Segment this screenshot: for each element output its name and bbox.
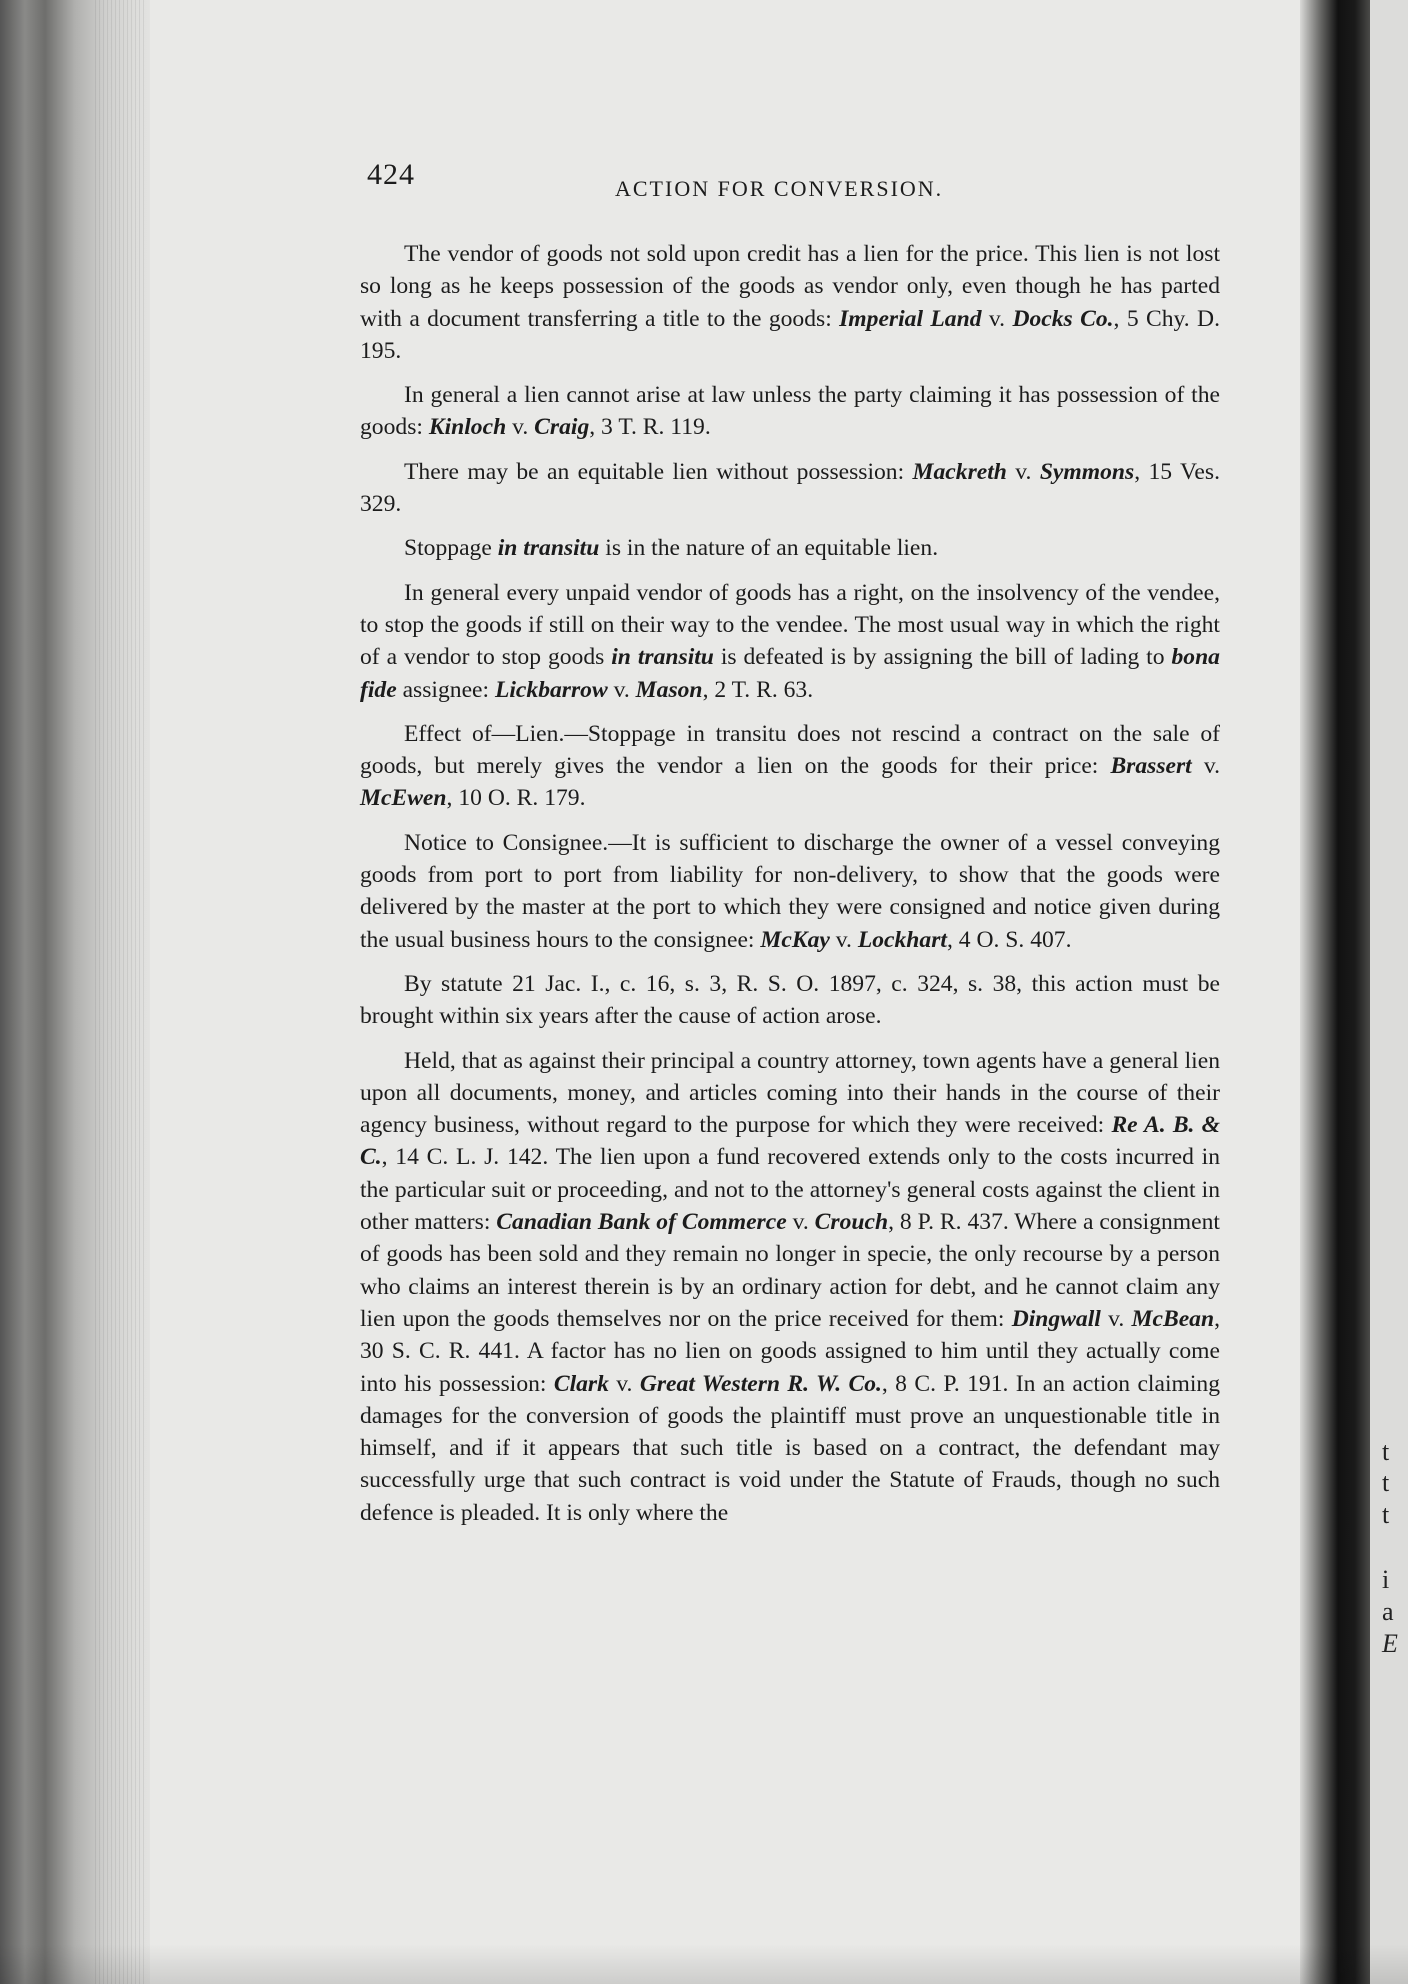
paragraph-text: Held, that as against their principal a country attorney, town agents have a general lien upon all documents, money, and articles coming into their hands in the course of their agency business, without regard to the purpose for which they were received: [360,1047,1220,1139]
paragraph-text: , 15 Ves. 329. [360,458,1220,518]
paragraph-text: In general every unpaid vendor of goods has a right, on the insolvency of the vendee, to stop the goods if still on their way to the vendee. The most usual way in which the right of a vendor to stop goods [360,579,1220,671]
paragraph-text: v. [1191,753,1220,780]
paragraph-text: , 8 C. P. 191. In an action claiming damages for the conversion of goods the plaintiff must prove an unquestionable title in himself, and if it appears that such title is based on a contract, the defendant may successfully urge that such contract is void under the Statute of Frauds, though no such defence is pleaded. It is only where the [360,1370,1220,1526]
paragraph-text: is in the nature of an equitable lien. [599,535,939,562]
facing-page-edge [1370,0,1408,1984]
paragraph-text: , 14 C. L. J. 142. The lien upon a fund recovered extends only to the costs incurred in the particular suit or proceeding, and not to the attorney's general costs against the client in other matters: [360,1144,1220,1236]
paragraph [360,456,1220,521]
paragraph [360,827,1220,956]
case-citation-name: bona fide [360,644,1220,703]
paragraph [360,577,1220,706]
paragraph-text: v. [506,414,535,441]
paragraph-text: v. [607,676,636,703]
paragraph-text: The vendor of goods not sold upon credit has a lien for the price. This lien is not lost so long as he keeps possession of the goods as vendor only, even though he has parted with a document transferring a title to the goods: [360,241,1220,332]
facing-page-fragment: i [1382,1565,1390,1594]
case-citation-name: Dingwall [1011,1305,1101,1332]
paragraph-text: , 30 S. C. R. 441. A factor has no lien on goods assigned to him until they actually come into his possession: [360,1305,1220,1397]
paragraph-text: , 10 O. R. 179. [446,785,586,812]
paragraph-text: assignee: [396,676,495,703]
paragraph [360,1045,1220,1529]
facing-page-fragment: E [1382,1629,1398,1658]
case-citation-name: Mackreth [912,458,1007,485]
paragraph [360,968,1220,1033]
paragraph-text: , 5 Chy. D. 195. [360,305,1220,364]
paragraph-text: In general a lien cannot arise at law unless the party claiming it has possession of the goods: [360,382,1220,441]
case-citation-name: Lickbarrow [494,676,608,703]
paragraph-text: , 4 O. S. 407. [946,926,1072,953]
facing-page-fragment: t [1382,1468,1390,1497]
body-text [360,238,1220,1529]
paragraph-text: v. [1100,1305,1132,1332]
paragraph-text: v. [608,1370,640,1397]
case-citation-name: Re A. B. & C. [360,1112,1221,1171]
paragraph-text: Stoppage [404,535,498,562]
paragraph-text: Notice to Consignee.—It is sufficient to discharge the owner of a vessel conveying goods from port to port from liability for non-delivery, to show that the goods were delivered by the master at the port to which they were consigned and notice given during the usual business hours to the consignee: [360,829,1220,953]
paragraph-text: There may be an equitable lien without possession: [404,458,913,485]
running-head [340,150,1220,210]
paragraph-text: , 2 T. R. 63. [702,676,814,703]
case-citation-name: Brassert [1110,753,1192,780]
paragraph-text: By statute 21 Jac. I., c. 16, s. 3, R. S. O. 1897, c. 324, s. 38, this action must be brought within six years after the cause of action arose. [360,970,1220,1030]
case-citation-name: Great Western R. W. Co. [639,1370,882,1397]
case-citation-name: McEwen [360,785,447,812]
page-number: 424 [367,158,415,191]
case-citation-name: Imperial Land [839,305,982,332]
case-citation-name: in transitu [611,644,714,671]
case-citation-name: in transitu [497,535,600,562]
paragraph-text: v. [981,305,1013,332]
paragraph [360,238,1220,367]
case-citation-name: Lockhart [857,926,947,953]
paragraph-text: v. [786,1209,815,1236]
case-citation-name: Docks Co. [1012,305,1114,332]
paragraph-text: v. [1006,458,1040,485]
paragraph-text: , 8 P. R. 437. Where a consignment of goods has been sold and they remain no longer in specie, the only recourse by a person who claims an interest therein is by an ordinary action for debt, and he cannot claim any lien upon the goods themselves nor on the price received for them: [360,1209,1220,1332]
book-page [340,150,1221,1526]
case-citation-name: Symmons [1039,458,1135,485]
case-citation-name: Canadian Bank of Commerce [496,1209,787,1236]
case-citation-name: Crouch [814,1209,889,1236]
paragraph-text: , 3 T. R. 119. [589,414,711,441]
paragraph [360,718,1220,815]
paragraph-text: Effect of—Lien.—Stoppage in transitu does not rescind a contract on the sale of goods, but merely gives the vendor a lien on the goods for their price: [360,720,1220,780]
paragraph [360,532,1220,564]
facing-page-fragment: a [1382,1597,1394,1626]
case-citation-name: McBean [1131,1305,1215,1332]
case-citation-name: Clark [553,1370,609,1397]
facing-page-fragment: t [1382,1437,1390,1466]
case-citation-name: Mason [635,676,703,703]
paragraph [360,379,1220,444]
case-citation-name: Kinloch [428,414,507,441]
page-stack-lines [95,0,145,1984]
case-citation-name: McKay [760,926,830,953]
running-head-title: ACTION FOR CONVERSION. [615,176,944,201]
paragraph-text: v. [829,926,858,953]
case-citation-name: Craig [534,414,590,441]
bottom-shadow [0,1944,1408,1984]
facing-page-fragment: t [1382,1500,1390,1529]
paragraph-text: is defeated is by assigning the bill of lading to [713,644,1172,671]
book-gutter [1300,0,1370,1984]
